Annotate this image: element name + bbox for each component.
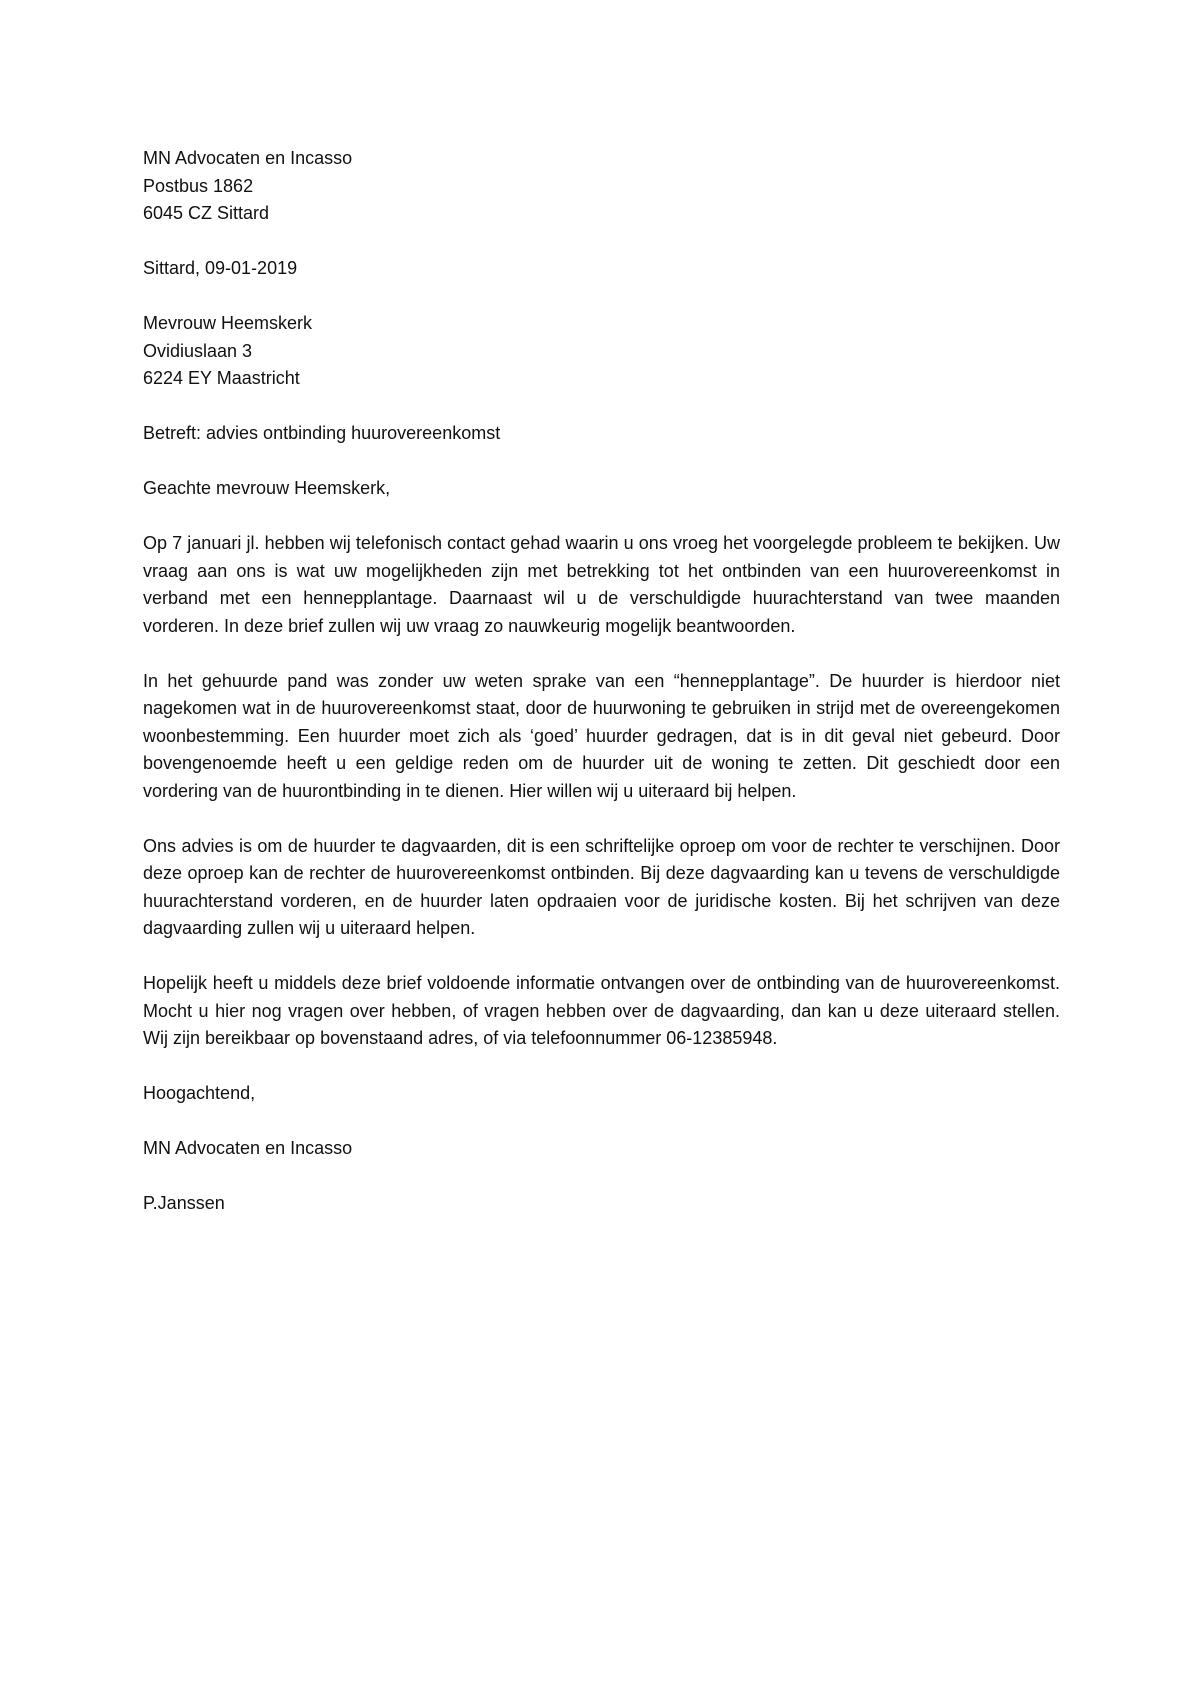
paragraph-advice: Ons advies is om de huurder te dagvaarden, dit is een schriftelijke oproep om voor de rechter te verschijnen. Door deze oproep kan de rechter de huurovereenkomst ontbinden. Bij deze dagvaarding kan u tevens de verschuldigde huurachterstand vorderen, en de huurder laten opdraaien voor de juridische kosten. Bij het schrijven van deze dagvaarding zullen wij u uiteraard helpen.	[143, 835, 1060, 938]
recipient-name: Mevrouw Heemskerk	[143, 313, 313, 333]
sender-name: MN Advocaten en Incasso	[143, 148, 353, 168]
sender-postbus: Postbus 1862	[143, 175, 254, 196]
subject-line: Betreft: advies ontbinding huurovereenkomst	[143, 423, 501, 443]
date-block	[143, 255, 1060, 283]
paragraph-closing: Hopelijk heeft u middels deze brief voldoende informatie ontvangen over de ontbinding van de huurovereenkomst. Mocht u hier nog vragen over hebben, of vragen hebben over de dagvaarding, dan kan u deze uiteraard stellen. Wij zijn bereikbaar op bovenstaand adres, of via telefoonnummer 06-12385948.	[143, 973, 1060, 1048]
signature-company: MN Advocaten en Incasso	[143, 1138, 353, 1158]
recipient-postcode-city: 6224 EY Maastricht	[143, 368, 300, 388]
recipient-address	[143, 310, 1060, 393]
letter-body	[143, 145, 1060, 1245]
sender-address	[143, 145, 1060, 228]
recipient-street: Ovidiuslaan 3	[143, 340, 253, 361]
salutation: Geachte mevrouw Heemskerk,	[143, 478, 391, 498]
signature-company-block	[143, 1135, 1060, 1163]
closing-greeting: Hoogachtend,	[143, 1083, 256, 1103]
closing-block	[143, 1080, 1060, 1108]
subject-block	[143, 420, 1060, 448]
salutation-block	[143, 475, 1060, 503]
date-line: Sittard, 09-01-2019	[143, 258, 298, 278]
sender-postcode-city: 6045 CZ Sittard	[143, 203, 270, 223]
paragraph-situation: In het gehuurde pand was zonder uw weten sprake van een “hennepplantage”. De huurder is hierdoor niet nagekomen wat in de huurovereenkomst staat, door de huurwoning te gebruiken in strijd met de overeengekomen woonbestemming. Een huurder moet zich als ‘goed’ huurder gedragen, dat is in dit geval niet gebeurd. Door bovengenoemde heeft u een geldige reden om de huurder uit de woning te zetten. Dit geschiedt door een vordering van de huurontbinding in te dienen. Hier willen wij u uiteraard bij helpen.	[143, 670, 1060, 801]
signature-name: P.Janssen	[143, 1193, 225, 1213]
paragraph-intro: Op 7 januari jl. hebben wij telefonisch contact gehad waarin u ons vroeg het voorgelegde probleem te bekijken. Uw vraag aan ons is wat uw mogelijkheden zijn met betrekking tot het ontbinden van een huurovereenkomst in verband met een hennepplantage. Daarnaast wil u de verschuldigde huurachterstand van twee maanden vorderen. In deze brief zullen wij uw vraag zo nauwkeurig mogelijk beantwoorden.	[143, 533, 1060, 636]
signature-name-block	[143, 1190, 1060, 1218]
